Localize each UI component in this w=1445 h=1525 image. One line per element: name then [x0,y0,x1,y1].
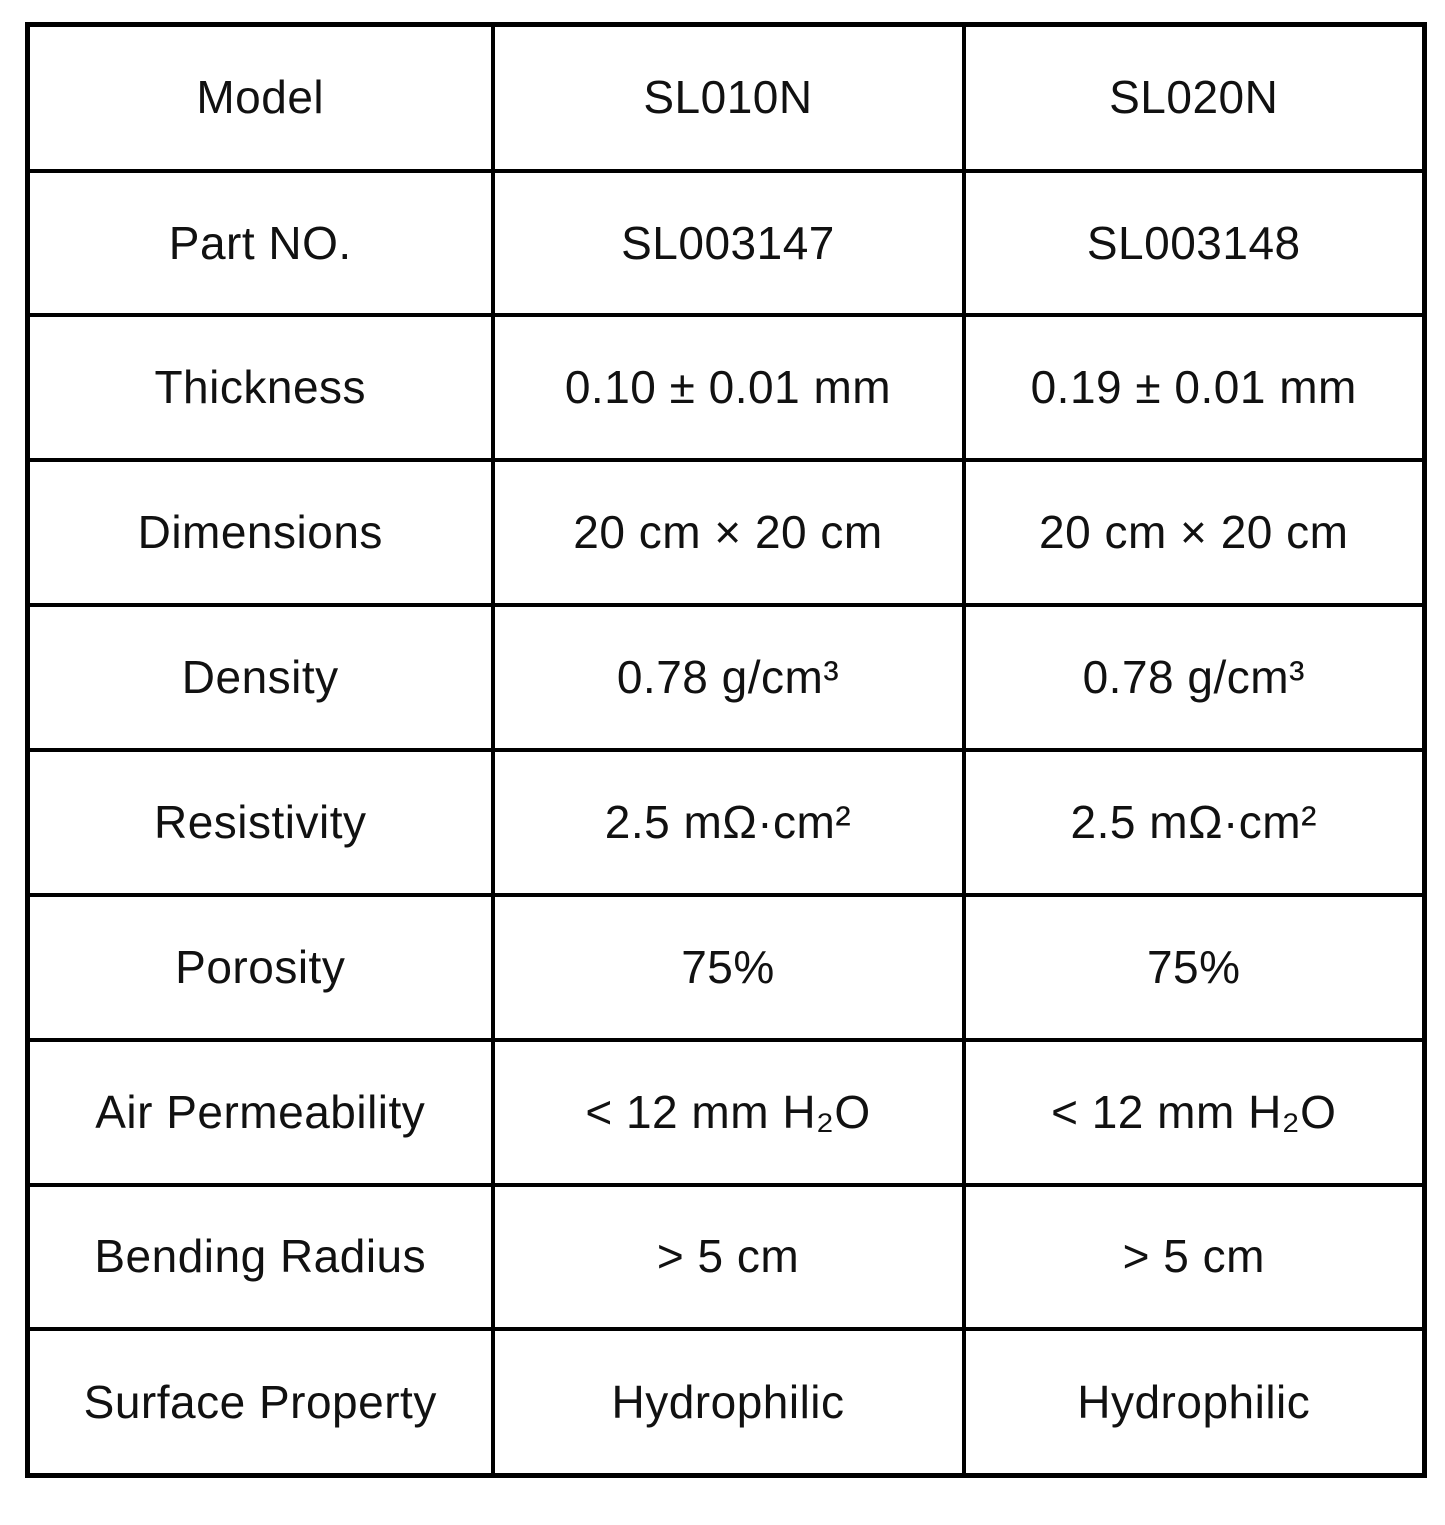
row-label: Bending Radius [28,1185,493,1330]
product-spec-table [25,22,1427,1478]
cell-value-sl020n: SL020N [964,25,1425,171]
cell-value-sl020n: 0.19 ± 0.01 mm [964,315,1425,460]
cell-value-sl010n: > 5 cm [493,1185,964,1330]
cell-value-sl020n: < 12 mm H₂O [964,1040,1425,1185]
cell-value-sl020n: 0.78 g/cm³ [964,605,1425,750]
table-row-surface-property [28,1329,1425,1475]
row-label: Surface Property [28,1329,493,1475]
cell-value-sl010n: SL003147 [493,171,964,316]
table-row-thickness [28,315,1425,460]
table-row-model [28,25,1425,171]
row-label: Dimensions [28,460,493,605]
table-row-part-no [28,171,1425,316]
cell-value-sl020n: 75% [964,895,1425,1040]
cell-value-sl020n: > 5 cm [964,1185,1425,1330]
row-label: Resistivity [28,750,493,895]
cell-value-sl010n: < 12 mm H₂O [493,1040,964,1185]
spec-table-container [25,22,1427,1478]
row-label: Part NO. [28,171,493,316]
table-row-dimensions [28,460,1425,605]
table-row-bending-radius [28,1185,1425,1330]
cell-value-sl020n: 20 cm × 20 cm [964,460,1425,605]
table-row-density [28,605,1425,750]
cell-value-sl010n: 75% [493,895,964,1040]
table-row-porosity [28,895,1425,1040]
cell-value-sl020n: Hydrophilic [964,1329,1425,1475]
cell-value-sl020n: 2.5 mΩ·cm² [964,750,1425,895]
cell-value-sl010n: 20 cm × 20 cm [493,460,964,605]
cell-value-sl010n: 2.5 mΩ·cm² [493,750,964,895]
row-label: Air Permeability [28,1040,493,1185]
table-row-air-permeability [28,1040,1425,1185]
row-label: Porosity [28,895,493,1040]
table-row-resistivity [28,750,1425,895]
cell-value-sl010n: SL010N [493,25,964,171]
cell-value-sl020n: SL003148 [964,171,1425,316]
cell-value-sl010n: Hydrophilic [493,1329,964,1475]
cell-value-sl010n: 0.10 ± 0.01 mm [493,315,964,460]
row-label: Density [28,605,493,750]
cell-value-sl010n: 0.78 g/cm³ [493,605,964,750]
row-label: Model [28,25,493,171]
row-label: Thickness [28,315,493,460]
